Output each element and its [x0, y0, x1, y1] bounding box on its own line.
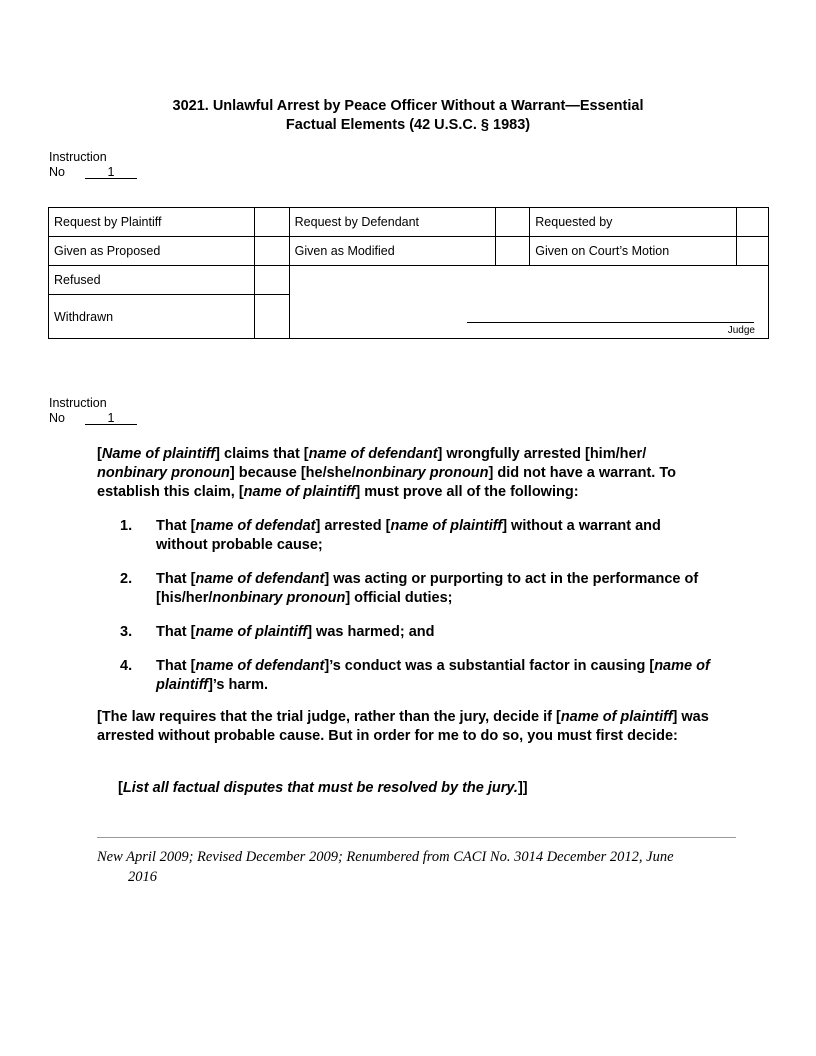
request-by-plaintiff-checkbox[interactable]: [254, 208, 289, 237]
instruction-label: Instruction: [49, 396, 107, 410]
page-title: [60, 97, 756, 135]
law-note-paragraph: [The law requires that the trial judge, rather than the jury, decide if [name of plaintiff] was arrested without probable cause. But in order for me to do so, you must first decide:: [97, 709, 709, 744]
history-note: [97, 847, 747, 887]
instruction-number: 1: [85, 412, 137, 425]
claim-paragraph: [Name of plaintiff] claims that [name of defendant] wrongfully arrested [him/her/ nonbinary pronoun] because [he/she/nonbinary pronoun] did not have a warrant. To establish this claim, [name of plaintiff] must prove all of the following:: [97, 446, 676, 500]
given-on-courts-motion-label: Given on Court’s Motion: [530, 237, 737, 266]
no-label: No: [49, 164, 65, 179]
divider: [97, 837, 736, 838]
title-line-1: 3021. Unlawful Arrest by Peace Officer Without a Warrant—Essential: [172, 98, 644, 114]
instruction-number: 1: [85, 166, 137, 179]
refused-checkbox[interactable]: [254, 266, 289, 295]
withdrawn-label: Withdrawn: [49, 295, 255, 339]
requested-by-label: Requested by: [530, 208, 737, 237]
title-line-2: Factual Elements (42 U.S.C. § 1983): [285, 117, 531, 133]
given-as-proposed-checkbox[interactable]: [254, 237, 289, 266]
given-on-courts-motion-checkbox[interactable]: [737, 237, 769, 266]
instruction-number-bottom: [49, 396, 137, 425]
given-as-modified-checkbox[interactable]: [496, 237, 530, 266]
history-line-2: 2016: [128, 869, 157, 885]
factual-disputes-paragraph: [List all factual disputes that must be resolved by the jury.]]: [118, 780, 528, 796]
judge-label: Judge: [727, 325, 755, 336]
refused-label: Refused: [49, 266, 255, 295]
request-by-defendant-label: Request by Defendant: [289, 208, 496, 237]
requested-by-checkbox[interactable]: [737, 208, 769, 237]
withdrawn-checkbox[interactable]: [254, 295, 289, 339]
given-as-modified-label: Given as Modified: [289, 237, 496, 266]
instruction-number-top: [49, 150, 137, 179]
judge-signature-area: [289, 266, 768, 339]
given-as-proposed-label: Given as Proposed: [49, 237, 255, 266]
request-by-plaintiff-label: Request by Plaintiff: [49, 208, 255, 237]
no-label: No: [49, 410, 65, 425]
judge-signature-line: [467, 322, 754, 323]
request-table: [48, 207, 769, 339]
instruction-label: Instruction: [49, 150, 107, 164]
request-by-defendant-checkbox[interactable]: [496, 208, 530, 237]
history-line-1: New April 2009; Revised December 2009; Renumbered from CACI No. 3014 December 2012, June: [97, 849, 674, 865]
